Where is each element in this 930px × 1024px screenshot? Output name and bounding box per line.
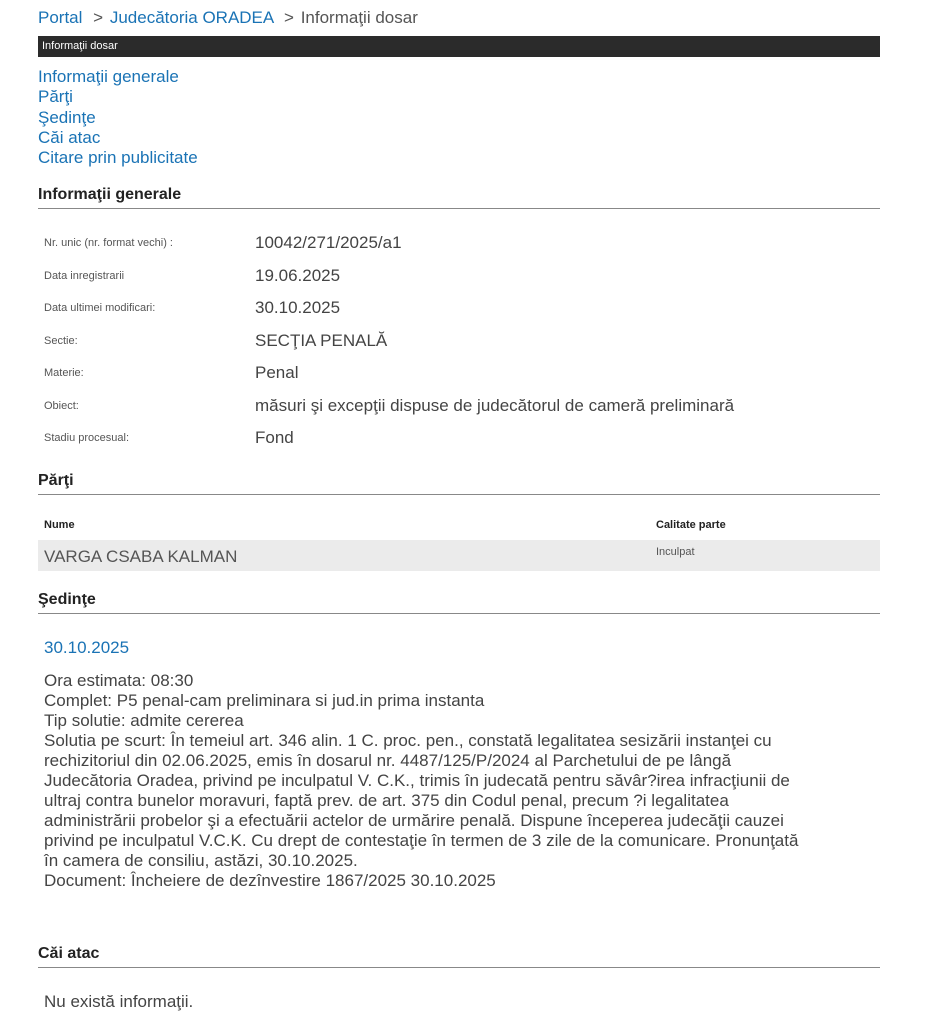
hearing-line: în camera de consiliu, astăzi, 30.10.2025.: [44, 851, 358, 870]
hearing-line: rechizitoriul din 02.06.2025, emis în dosarul nr. 4487/125/P/2024 al Parchetului de pe lângă: [44, 751, 732, 770]
table-row: [38, 540, 880, 571]
breadcrumb: [38, 8, 418, 28]
party-role: Inculpat: [656, 546, 695, 558]
info-label: Materie:: [44, 367, 84, 379]
section-heading-cai-atac: Căi atac: [38, 945, 880, 968]
hearing-line: ultraj contra bunelor moravuri, faptă prev. de art. 375 din Codul penal, precum ?i legalitatea: [44, 791, 729, 810]
info-label: Data inregistrarii: [44, 270, 125, 282]
hearing-line: Tip solutie: admite cererea: [44, 711, 244, 730]
breadcrumb-current: Informaţii dosar: [300, 8, 418, 27]
empty-message: Nu există informaţii.: [44, 992, 194, 1011]
page-title-bar: Informaţii dosar: [38, 36, 880, 57]
nav-link-cai-atac[interactable]: Căi atac: [38, 127, 101, 147]
info-value: SECŢIA PENALĂ: [255, 331, 388, 350]
nav-link-sedinte[interactable]: Şedinţe: [38, 107, 96, 127]
info-label: Obiect:: [44, 400, 79, 412]
info-value: 30.10.2025: [255, 298, 341, 317]
nav-link-informatii-generale[interactable]: Informaţii generale: [38, 67, 179, 86]
column-header-name: Nume: [44, 519, 75, 531]
hearing-line: Complet: P5 penal-cam preliminara si jud.in prima instanta: [44, 691, 485, 710]
hearing-line: privind pe inculpatul V.C.K. Cu drept de contestaţie în termen de 3 zile de la comunicare. Pronunţată: [44, 831, 799, 850]
info-value: Fond: [255, 428, 294, 447]
hearing-date: 30.10.2025: [44, 638, 130, 657]
info-value: 19.06.2025: [255, 266, 341, 285]
hearing-line: Document: Încheiere de dezînvestire 1867/2025 30.10.2025: [44, 871, 496, 890]
info-value: măsuri şi excepţii dispuse de judecătorul de cameră preliminară: [255, 396, 735, 415]
section-heading-general: Informaţii generale: [38, 186, 880, 209]
party-name: VARGA CSABA KALMAN: [44, 547, 238, 566]
info-label: Sectie:: [44, 335, 78, 347]
hearing-details: [44, 671, 874, 891]
column-header-role: Calitate parte: [656, 519, 726, 531]
nav-link-citare-publicitate[interactable]: Citare prin publicitate: [38, 148, 198, 168]
nav-link-parti[interactable]: Părţi: [38, 87, 73, 107]
breadcrumb-portal-link[interactable]: Portal: [38, 8, 83, 27]
hearing-line: Ora estimata: 08:30: [44, 671, 194, 690]
info-value: Penal: [255, 363, 299, 382]
breadcrumb-separator: >: [93, 8, 104, 27]
section-heading-sedinte: Şedinţe: [38, 591, 880, 614]
hearing-line: Solutia pe scurt: În temeiul art. 346 alin. 1 C. proc. pen., constată legalitatea sesizării instanţei cu: [44, 731, 772, 750]
hearing-line: Judecătoria Oradea, privind pe inculpatul V. C.K., trimis în judecată pentru săvâr?irea infracţiunii de: [44, 771, 790, 790]
section-heading-parti: Părţi: [38, 472, 880, 495]
info-label: Stadiu procesual:: [44, 432, 129, 444]
breadcrumb-separator: >: [284, 8, 294, 27]
breadcrumb-court-link[interactable]: Judecătoria ORADEA: [109, 8, 274, 27]
section-nav: [38, 67, 198, 168]
info-value: 10042/271/2025/a1: [255, 233, 402, 252]
info-label: Nr. unic (nr. format vechi) :: [44, 237, 173, 249]
info-label: Data ultimei modificari:: [44, 302, 156, 314]
hearing-line: administrării probelor şi a efectuării actelor de urmărire penală. Dispune începerea judecăţii cauzei: [44, 811, 784, 830]
